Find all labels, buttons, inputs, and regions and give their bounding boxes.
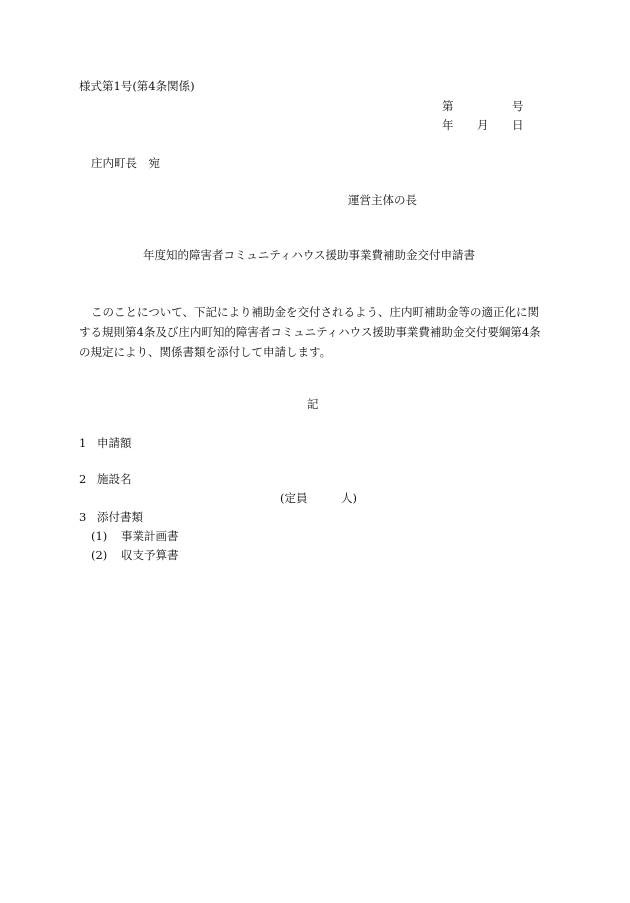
item1-number: 1: [79, 436, 87, 450]
body-line-1: このことについて、下記により補助金を交付されるよう、庄内町補助金等の適正化に関: [91, 305, 540, 319]
item3-number: 3: [79, 510, 87, 524]
sub-item-1-label: 事業計画書: [121, 529, 179, 543]
item1-label: 申請額: [97, 436, 132, 450]
body-paragraph: [79, 302, 553, 362]
date-month: 月: [477, 118, 489, 132]
sub-item-2-number: (2): [91, 548, 108, 562]
capacity-open: (定員: [280, 491, 308, 505]
capacity-close: 人): [341, 491, 357, 505]
item3-label: 添付書類: [97, 510, 143, 524]
applicant-title: 運営主体の長: [348, 193, 417, 207]
sub-item-1-number: (1): [91, 529, 108, 543]
form-label: 様式第1号(第4条関係): [79, 79, 195, 93]
item2-number: 2: [79, 472, 87, 486]
item2-label: 施設名: [97, 472, 132, 486]
sub-item-2-label: 収支予算書: [121, 548, 179, 562]
addressee: 庄内町長 宛: [91, 156, 160, 170]
document-title: 年度知的障害者コミュニティハウス援助事業費補助金交付申請書: [143, 248, 476, 262]
number-suffix: 号: [512, 99, 524, 113]
body-line-2: する規則第4条及び庄内町知的障害者コミュニティハウス援助事業費補助金交付要綱第4条: [79, 325, 541, 339]
date-year: 年: [442, 118, 454, 132]
body-line-3: の規定により、関係書類を添付して申請します。: [79, 345, 332, 359]
ki-heading: 記: [307, 397, 319, 411]
date-day: 日: [512, 118, 524, 132]
number-prefix: 第: [442, 99, 454, 113]
